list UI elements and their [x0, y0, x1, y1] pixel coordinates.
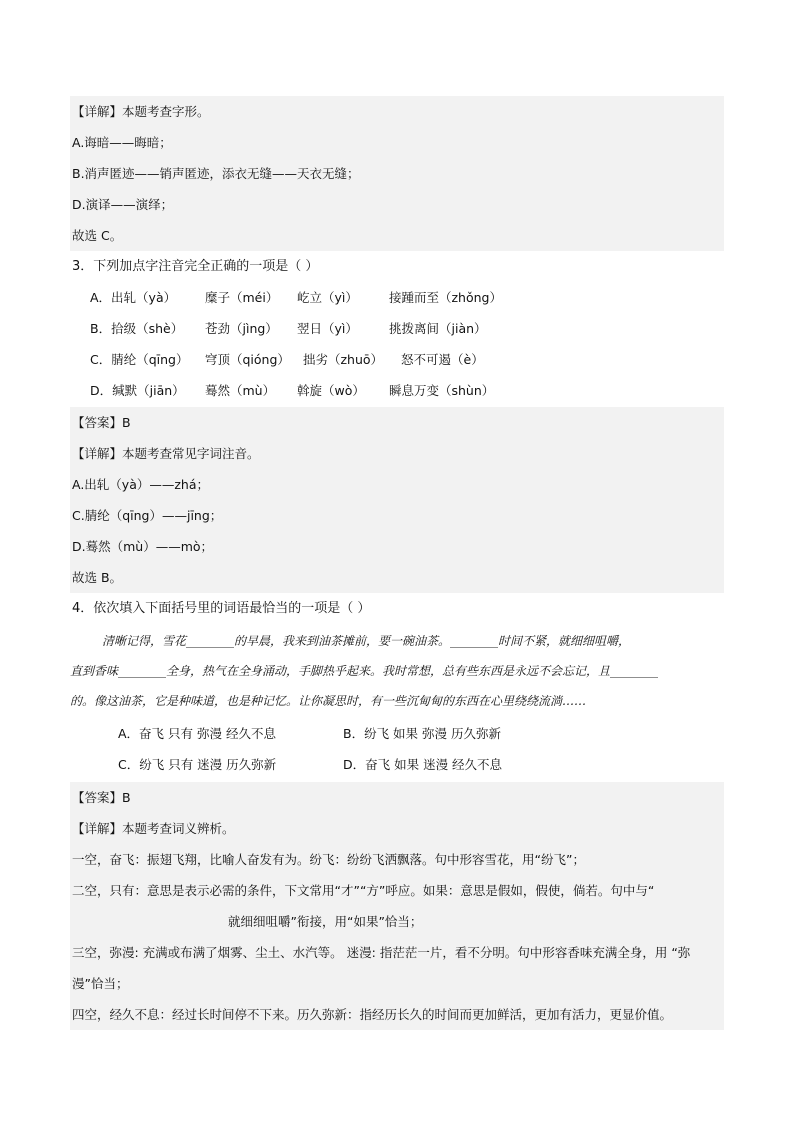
answer-4: 【答案】B	[70, 782, 724, 813]
explanation-line: 四空，经久不息：经过长时间停不下来。历久弥新：指经历长久的时间而更加鲜活，更加有活力，更显价值。	[70, 999, 724, 1030]
option-4b: B．纷飞 如果 弥漫 历久弥新	[343, 726, 501, 741]
option-item: 瞬息万变（shùn）	[389, 383, 495, 398]
passage-line: 清晰记得，雪花________的早晨，我来到油茶摊前，要一碗油茶。________时间不紧，就细细咀嚼，	[102, 634, 631, 648]
option-item: 穹顶（qióng）	[205, 352, 290, 367]
option-item: 蓦然（mù）	[205, 383, 276, 398]
option-item: C．腈纶（qīng）	[90, 352, 189, 367]
option-item: 苍劲（jìng）	[205, 321, 278, 336]
answer-3: 【答案】B	[70, 407, 724, 438]
answer-conclusion: 故选 B。	[70, 562, 724, 593]
explanation-line: 一空，奋飞：振翅飞翔，比喻人奋发有为。纷飞：纷纷飞洒飘落。句中形容雪花，用“纷飞”；	[70, 844, 724, 875]
option-item: 拙劣（zhuō）	[303, 352, 384, 367]
passage-line: 的。像这油茶，它是种味道，也是种记忆。让你凝思时，有一些沉甸甸的东西在心里绕绕流淌……	[70, 694, 587, 708]
explanation-line: 三空，弥漫: 充满或布满了烟雾、尘土、水汽等。 迷漫: 指茫茫一片，看不分明。句中形容香味充满全身，用 “弥	[70, 937, 724, 968]
option-3b	[70, 313, 724, 344]
question-3: 3．下列加点字注音完全正确的一项是（ ）	[72, 259, 319, 274]
option-4c: C．纷飞 只有 迷漫 历久弥新	[118, 757, 277, 772]
explanation-line: 二空，只有：意思是表示必需的条件，下文常用“才”“方”呼应。如果：意思是假如，假使，倘若。句中与“	[70, 875, 724, 906]
question-4: 4．依次填入下面括号里的词语最恰当的一项是（ ）	[72, 601, 371, 616]
answer-conclusion: 故选 C。	[70, 220, 724, 251]
passage-line: 直到香味________全身，热气在全身涌动，手脚热乎起来。我时常想，总有些东西是永远不会忘记，且________	[70, 664, 659, 678]
explanation-line: D.蓦然（mù）——mò；	[70, 531, 724, 562]
explanation-line: 就细细咀嚼”衔接，用“如果”恰当；	[70, 906, 724, 937]
option-item: 斡旋（wò）	[297, 383, 365, 398]
option-item: 怒不可遏（è）	[401, 352, 484, 367]
option-item: 屹立（yì）	[297, 290, 358, 305]
option-item: 翌日（yì）	[297, 321, 358, 336]
explanation-line: A.诲暗——晦暗；	[70, 127, 724, 158]
explanation-line: C.腈纶（qīng）——jīng；	[70, 500, 724, 531]
option-4a: A．奋飞 只有 弥漫 经久不息	[118, 726, 276, 741]
explanation-heading: 【详解】本题考查字形。	[70, 96, 724, 127]
explanation-line: B.消声匿迹——销声匿迹，添衣无缝——天衣无缝；	[70, 158, 724, 189]
option-3c	[70, 344, 724, 375]
option-item: 糜子（méi）	[205, 290, 279, 305]
option-item: A．出轧（yà）	[90, 290, 177, 305]
option-row	[70, 718, 724, 749]
option-3d	[70, 375, 724, 406]
explanation-line: 漫”恰当；	[70, 968, 724, 999]
option-item: 接踵而至（zhǒng）	[389, 290, 502, 305]
option-3a	[70, 282, 724, 313]
explanation-heading: 【详解】本题考查词义辨析。	[70, 813, 724, 844]
explanation-heading: 【详解】本题考查常见字词注音。	[70, 438, 724, 469]
explanation-line: D.演译——演绎；	[70, 189, 724, 220]
option-item: D．缄默（jiān）	[90, 383, 185, 398]
explanation-line: A.出轧（yà）——zhá；	[70, 469, 724, 500]
option-4d: D．奋飞 如果 迷漫 经久不息	[343, 757, 503, 772]
option-item: 挑拨离间（jiàn）	[389, 321, 487, 336]
option-row	[70, 749, 724, 780]
option-item: B．拾级（shè）	[90, 321, 184, 336]
